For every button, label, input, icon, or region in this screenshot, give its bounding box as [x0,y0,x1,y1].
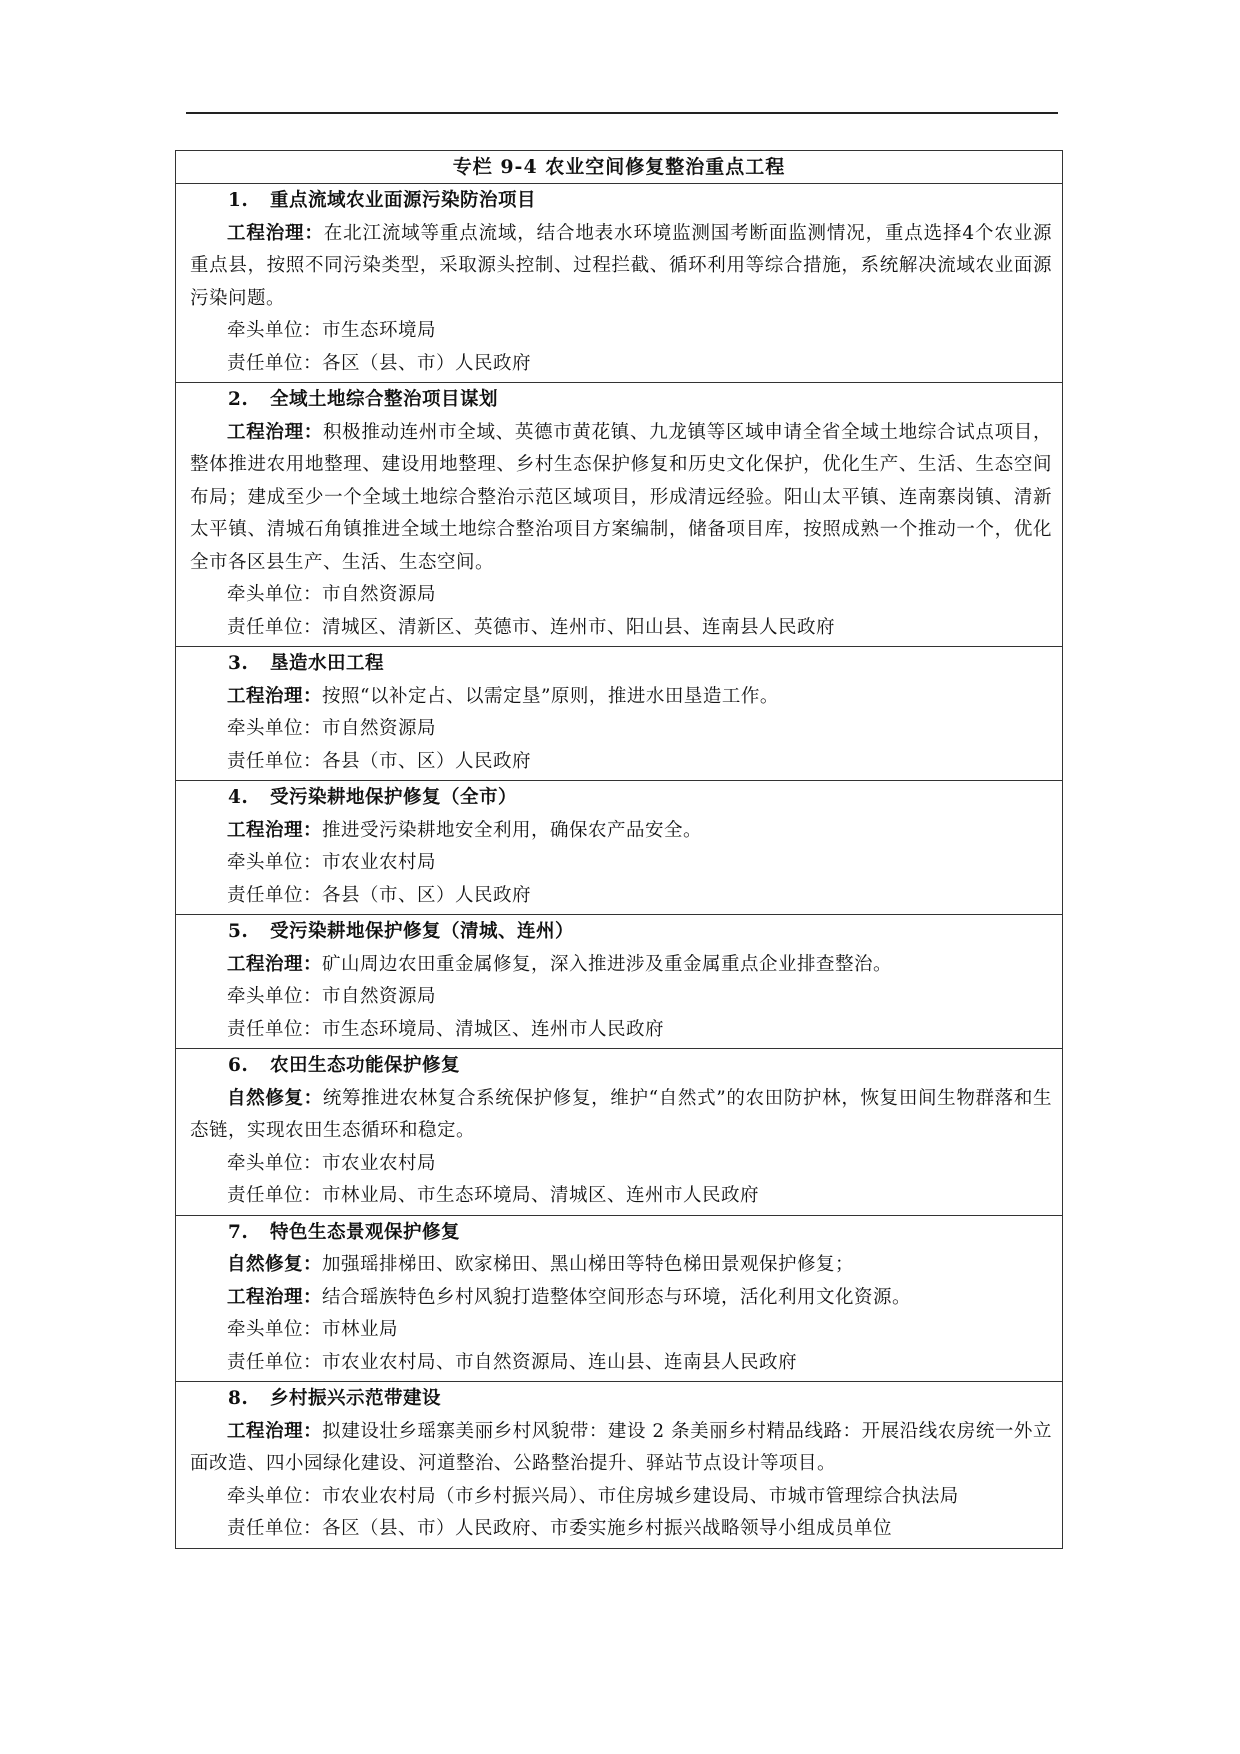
project-heading [190,185,1052,218]
project-section [176,781,1062,915]
project-section [176,184,1062,383]
measure-paragraph [190,1282,1052,1315]
project-number: 2. [228,389,249,410]
lead-unit: 牵头单位：市自然资源局 [227,718,437,739]
responsible-unit: 责任单位：市农业农村局、市自然资源局、连山县、连南县人民政府 [227,1351,798,1373]
measure-text: 统筹推进农林复合系统保护修复，维护“自然式”的农田防护林，恢复田间生物群落和生态链，实现农田生态循环和稳定。 [190,1087,1052,1141]
project-section [176,1216,1062,1383]
project-heading [190,916,1052,949]
project-number: 6. [228,1055,249,1076]
measure-label: 自然修复： [227,1087,323,1109]
measure-label: 工程治理： [227,421,323,443]
project-number: 8. [228,1388,249,1409]
responsible-unit: 责任单位：市林业局、市生态环境局、清城区、连州市人民政府 [227,1185,760,1206]
measure-label: 工程治理： [227,1420,323,1442]
responsible-unit: 责任单位：各区（县、市）人民政府 [227,352,532,374]
measure-paragraph [190,815,1052,848]
project-number: 7. [228,1221,249,1243]
responsible-unit: 责任单位：各县（市、区）人民政府 [227,750,532,772]
project-name: 重点流域农业面源污染防治项目 [270,190,537,211]
measure-label: 工程治理： [227,819,323,841]
measure-paragraph [190,681,1052,714]
project-heading [190,384,1052,417]
lead-unit: 牵头单位：市自然资源局 [227,986,437,1007]
feature-box [175,150,1063,1549]
measure-text: 按照“以补定占、以需定垦”原则，推进水田垦造工作。 [322,685,779,707]
measure-paragraph [190,1249,1052,1282]
project-name: 特色生态景观保护修复 [270,1221,461,1243]
responsible-unit: 责任单位：市生态环境局、清城区、连州市人民政府 [227,1018,665,1040]
project-number: 4. [228,787,249,808]
lead-unit: 牵头单位：市林业局 [227,1319,399,1340]
header-rule [186,112,1058,114]
project-list [176,184,1062,1548]
measure-text: 矿山周边农田重金属修复，深入推进涉及重金属重点企业排查整治。 [322,953,893,975]
project-name: 农田生态功能保护修复 [270,1055,461,1076]
measure-paragraph [190,1416,1052,1481]
project-section [176,647,1062,781]
project-number: 3. [228,653,249,674]
responsible-unit: 责任单位：各县（市、区）人民政府 [227,884,532,906]
box-title: 专栏 9-4 农业空间修复整治重点工程 [176,151,1062,184]
measure-text: 加强瑶排梯田、欧家梯田、黑山梯田等特色梯田景观保护修复； [322,1254,855,1275]
measure-label: 工程治理： [227,953,323,975]
project-section [176,1382,1062,1548]
measure-label: 自然修复： [227,1254,323,1275]
measure-text: 推进受污染耕地安全利用，确保农产品安全。 [322,819,703,841]
measure-label: 工程治理： [227,222,324,244]
project-heading [190,648,1052,681]
measure-label: 工程治理： [227,685,323,707]
project-number: 1. [228,190,249,211]
project-name: 受污染耕地保护修复（全市） [270,787,518,808]
lead-unit: 牵头单位：市生态环境局 [227,320,437,341]
measure-text: 在北江流域等重点流域，结合地表水环境监测国考断面监测情况，重点选择4个农业源重点县，按照不同污染类型，采取源头控制、过程拦截、循环利用等综合措施，系统解决流域农业面源污染问题。 [190,222,1052,309]
responsible-unit: 责任单位：清城区、清新区、英德市、连州市、阳山县、连南县人民政府 [227,616,836,638]
measure-paragraph [190,949,1052,982]
responsible-unit: 责任单位：各区（县、市）人民政府、市委实施乡村振兴战略领导小组成员单位 [227,1518,893,1539]
measure-paragraph [190,1083,1052,1148]
measure-text: 结合瑶族特色乡村风貌打造整体空间形态与环境，活化利用文化资源。 [322,1286,912,1308]
project-number: 5. [228,921,249,942]
project-heading [190,782,1052,815]
lead-unit: 牵头单位：市农业农村局 [227,852,437,873]
project-name: 全域土地综合整治项目谋划 [270,389,499,410]
project-section [176,915,1062,1049]
project-name: 受污染耕地保护修复（清城、连州） [270,921,575,942]
project-heading [190,1050,1052,1083]
project-name: 垦造水田工程 [270,653,385,674]
project-heading [190,1383,1052,1416]
project-heading [190,1217,1052,1250]
project-section [176,383,1062,647]
measure-label: 工程治理： [227,1286,323,1308]
project-section [176,1049,1062,1216]
lead-unit: 牵头单位：市农业农村局 [227,1152,437,1174]
measure-text: 积极推动连州市全域、英德市黄花镇、九龙镇等区域申请全省全域土地综合试点项目，整体推进农用地整理、建设用地整理、乡村生态保护修复和历史文化保护，优化生产、生活、生态空间布局；建成至少一个全域土地综合整治示范区域项目，形成清远经验。阳山太平镇、连南寨岗镇、清新太平镇、清城石角镇推进全域土地综合整治项目方案编制，储备项目库，按照成熟一个推动一个，优化全市各区县生产、生活、生态空间。 [190,421,1052,573]
lead-unit: 牵头单位：市自然资源局 [227,584,437,605]
measure-paragraph [190,218,1052,316]
measure-paragraph [190,417,1052,580]
measure-text: 拟建设壮乡瑶寨美丽乡村风貌带：建设 2 条美丽乡村精品线路：开展沿线农房统一外立面改造、四小园绿化建设、河道整治、公路整治提升、驿站节点设计等项目。 [190,1420,1052,1474]
lead-unit: 牵头单位：市农业农村局（市乡村振兴局）、市住房城乡建设局、市城市管理综合执法局 [227,1485,959,1507]
project-name: 乡村振兴示范带建设 [270,1388,442,1409]
